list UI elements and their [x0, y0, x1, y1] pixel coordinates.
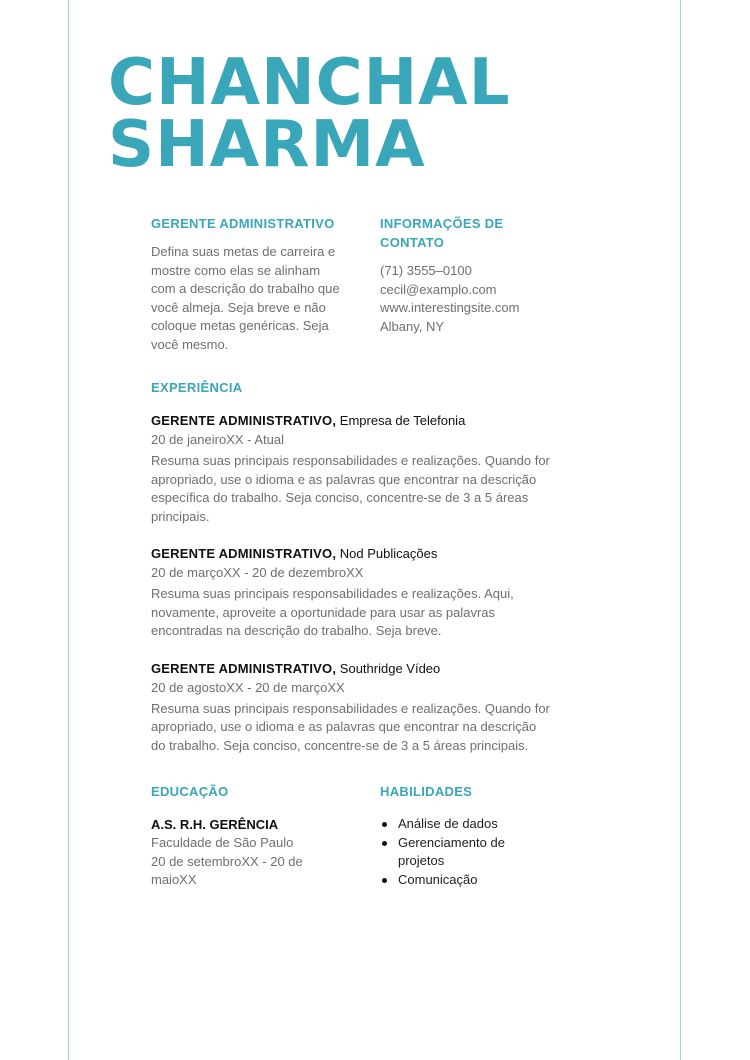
candidate-name: [108, 46, 511, 182]
skills-list: [380, 815, 540, 889]
bullet-icon: [382, 822, 387, 827]
job-role: GERENTE ADMINISTRATIVO,: [151, 413, 337, 428]
experience-section: [151, 378, 551, 755]
job-role: GERENTE ADMINISTRATIVO,: [151, 660, 337, 676]
job-company: Empresa de Telefonia: [339, 413, 466, 428]
contact-phone: (71) 3555–0100: [380, 263, 472, 278]
skill-item: [380, 871, 540, 890]
objective-title: GERENTE ADMINISTRATIVO: [151, 216, 335, 231]
last-name: SHARMA: [108, 108, 426, 182]
skill-item: [380, 815, 540, 834]
education-section: [151, 782, 341, 890]
bullet-icon: [382, 841, 387, 846]
job-heading: [151, 544, 551, 563]
objective-text: Defina suas metas de carreira e mostre como elas se alinham com a descrição do trabalho que você almeja. Seja breve e não coloque metas genéricas. Seja você mesmo.: [151, 244, 340, 352]
bullet-icon: [382, 878, 387, 883]
education-school: Faculdade de São Paulo: [151, 835, 294, 850]
skill-item: [380, 834, 540, 871]
job-company: Southridge Vídeo: [339, 660, 441, 676]
job-dates: 20 de janeiroXX - Atual: [151, 432, 284, 447]
job-entry: [151, 411, 551, 526]
job-entry: [151, 544, 551, 641]
contact-email: cecil@examplo.com: [380, 281, 497, 297]
job-description: Resuma suas principais responsabilidades e realizações. Aqui, novamente, aproveite a oportunidade para usar as palavras encontradas na descrição do trabalho. Seja breve.: [151, 586, 514, 638]
job-heading: [151, 659, 551, 678]
left-border-line: [68, 0, 69, 1060]
job-description: Resuma suas principais responsabilidades e realizações. Quando for apropriado, use o idioma e as palavras que encontrar na descrição específica do trabalho. Seja conciso, concentre-se de 3 a 5 áreas principais.: [151, 453, 550, 524]
skills-title: HABILIDADES: [380, 784, 473, 799]
job-description: Resuma suas principais responsabilidades e realizações. Quando for apropriado, use o idioma e as palavras que encontrar na descrição do trabalho. Seja conciso, concentre-se de 3 a 5 áreas principais.: [151, 700, 550, 753]
contact-website: www.interestingsite.com: [380, 300, 520, 315]
first-name: CHANCHAL: [108, 46, 511, 120]
education-degree: A.S. R.H. GERÊNCIA: [151, 817, 279, 832]
contact-location: Albany, NY: [380, 318, 445, 334]
job-company: Nod Publicações: [339, 546, 438, 561]
experience-title: EXPERIÊNCIA: [151, 380, 243, 395]
job-entry: [151, 659, 551, 756]
skills-section: [380, 782, 540, 889]
job-role: GERENTE ADMINISTRATIVO,: [151, 546, 337, 561]
contact-title: INFORMAÇÕES DE CONTATO: [380, 216, 504, 250]
education-title: EDUCAÇÃO: [151, 784, 229, 799]
skill-label: Gerenciamento de projetos: [398, 834, 505, 868]
contact-section: [380, 214, 540, 336]
education-dates: 20 de setembroXX - 20 de maioXX: [151, 853, 303, 887]
objective-section: [151, 214, 346, 354]
skill-label: Análise de dados: [398, 816, 498, 831]
job-heading: [151, 411, 551, 430]
right-border-line: [680, 0, 681, 1060]
job-dates: 20 de marçoXX - 20 de dezembroXX: [151, 565, 364, 580]
contact-details: [380, 262, 540, 336]
skill-label: Comunicação: [398, 871, 478, 887]
job-dates: 20 de agostoXX - 20 de marçoXX: [151, 679, 345, 695]
